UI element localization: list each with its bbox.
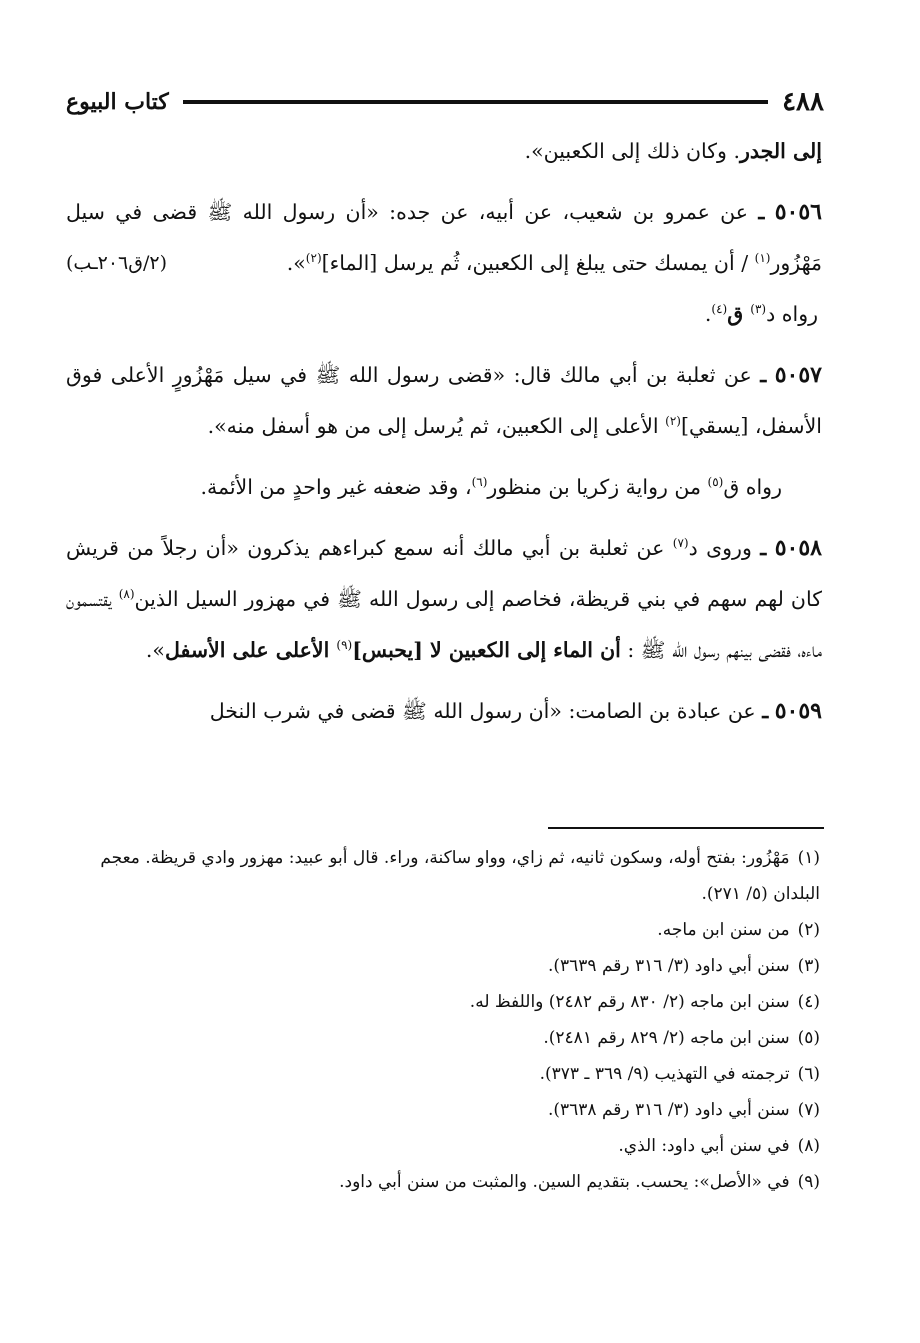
continuation-paragraph [66,126,822,177]
footnote-item [64,1128,820,1164]
hadith-number: ٥٠٥٧ [774,362,822,388]
footnote-text: سنن ابن ماجه (٢/ ٨٢٩ رقم ٢٤٨١). [543,1028,790,1048]
hadith-text: عن عبادة بن الصامت: «أن رسول الله ﷺ قضى في شرب النخل [209,699,756,723]
footnote-number: (٤) [797,992,820,1012]
separator-dash: ـ [762,699,769,723]
hadith-text: عن ثعلبة بن أبي مالك أنه سمع كبراءهم يذكرون «أن رجلاً من قريش كان لهم سهم في بني قريظة، فخاصم إلى رسول الله ﷺ في مهزور السيل الذين [66,536,822,611]
hadith-text: عن ثعلبة بن أبي مالك قال: «قضى رسول الله ﷺ في سيل مَهْزُورٍ الأعلى فوق الأسفل، [يسقي] [66,363,822,438]
hadith-text: ». [145,638,165,662]
riwaya-text: . [704,302,712,326]
footnote-ref[interactable]: (٥) [707,475,724,490]
hadith-5057 [66,350,822,452]
footnote-item [64,1020,820,1056]
manuscript-reference: (٢/ق٢٠٦ـب) [66,252,168,274]
footnote-text: في «الأصل»: يحسب. بتقديم السين. والمثبت من سنن أبي داود. [339,1172,790,1192]
footnote-number: (٣) [797,956,820,976]
footnote-ref[interactable]: (٢) [665,414,681,429]
separator-dash: ـ [760,536,767,560]
footnote-item [64,1164,820,1200]
footnotes-section [64,840,820,1200]
separator-dash: ـ [758,200,765,224]
hadith-5058 [66,523,822,676]
footnote-ref[interactable]: (٢) [305,251,322,266]
separator-dash: ـ [760,363,767,387]
footnote-ref[interactable]: (٦) [471,475,488,490]
footnote-text: ترجمته في التهذيب (٩/ ٣٦٩ ـ ٣٧٣). [539,1064,790,1084]
header-rule [183,100,768,104]
footnote-number: (٢) [797,920,820,940]
hadith-text: ». [286,251,306,275]
footnote-ref[interactable]: (٣) [750,302,767,317]
footnote-item [64,1056,820,1092]
footnote-text: من سنن ابن ماجه. [657,920,790,940]
footnote-ref[interactable]: (٤) [711,302,728,317]
footnote-number: (٩) [797,1172,820,1192]
footnote-ref[interactable]: (١) [754,251,771,266]
footnote-item [64,948,820,984]
footnote-text: سنن ابن ماجه (٢/ ٨٣٠ رقم ٢٤٨٢) واللفظ له. [469,992,790,1012]
hadith-5057-riwaya [66,462,822,513]
hadith-5056 [66,187,822,340]
footnote-item [64,1092,820,1128]
riwaya-text: ، وقد ضعفه غير واحدٍ من الأئمة. [200,475,472,499]
footnote-number: (٦) [797,1064,820,1084]
hadith-bold-text: الأعلى على الأسفل [164,638,337,662]
hadith-text: / أن يمسك حتى يبلغ إلى الكعبين، ثُم يرسل [الماء] [321,251,755,275]
footnote-item [64,840,820,912]
continuation-bold: إلى الجدر [740,139,822,163]
hadith-text: عن عمرو بن شعيب، عن أبيه، عن جده: «أن رسول الله ﷺ قضى في سيل مَهْزُور [66,200,822,275]
footnote-ref[interactable]: (٧) [672,536,689,551]
hadith-text: يقتسمون ماءه، فقضى بينهم رسول الله ﷺ : [66,587,822,662]
footnote-item [64,984,820,1020]
riwaya-text: رواه ق [723,475,782,499]
footnote-text: مَهْزُور: بفتح أوله، وسكون ثانيه، ثم زاي، وواو ساكنة، وراء. قال أبو عبيد: مهزور وادي قريظة. معجم البلدان (٥/ ٢٧١). [100,848,820,904]
riwaya-text: رواه د [766,302,818,326]
footnote-number: (١) [797,848,820,868]
hadith-text: وروى د [688,536,752,560]
footnote-divider [548,827,824,829]
footnote-number: (٨) [797,1136,820,1156]
footnote-ref[interactable]: (٨) [118,587,135,602]
main-text [66,126,822,747]
footnote-text: سنن أبي داود (٣/ ٣١٦ رقم ٣٦٣٩). [547,956,790,976]
hadith-text: الأعلى إلى الكعبين، ثم يُرسل إلى من هو أسفل منه». [207,414,666,438]
hadith-5059 [66,686,822,737]
continuation-text: . وكان ذلك إلى الكعبين». [524,139,740,163]
page-header [66,84,824,120]
footnote-number: (٧) [797,1100,820,1120]
footnote-item [64,912,820,948]
footnote-ref[interactable]: (٩) [336,638,353,653]
hadith-number: ٥٠٥٦ [774,199,822,225]
footnote-text: في سنن أبي داود: الذي. [618,1136,790,1156]
page-number: ٤٨٨ [782,87,824,117]
book-title: كتاب البيوع [66,89,169,115]
hadith-number: ٥٠٥٩ [774,698,822,724]
riwaya-source: ق [727,302,751,326]
riwaya-text: من رواية زكريا بن منظور [487,475,708,499]
hadith-bold-text: أن الماء إلى الكعبين لا [يحبس] [352,638,621,662]
hadith-number: ٥٠٥٨ [774,535,822,561]
footnote-text: سنن أبي داود (٣/ ٣١٦ رقم ٣٦٣٨). [547,1100,790,1120]
footnote-number: (٥) [797,1028,820,1048]
riwaya-line [705,302,822,326]
